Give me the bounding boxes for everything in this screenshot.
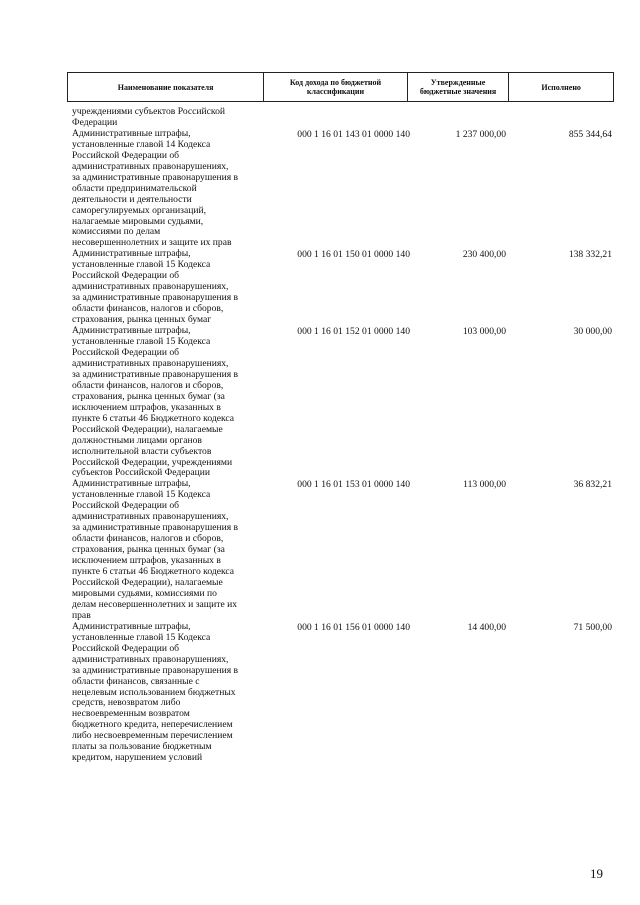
row-executed: 71 500,00: [573, 621, 612, 633]
table-row: [72, 479, 612, 621]
table-row: [72, 249, 612, 326]
row-approved: 230 400,00: [462, 249, 506, 261]
row-name: Административные штрафы, установленные главой 15 Кодекса Российской Федерации об административных правонарушениях, за административные правонарушения в области финансов, налогов и сборов, страхования, рынка ценных бумаг (за исключением штрафов, указанных в пункте 6 статьи 46 Бюджетного кодекса Российской Федерации), налагаемые должностными лицами органов исполнительной власти субъектов Российской Федерации, учреждениями субъектов Российской Федерации: [72, 325, 239, 479]
table-body: [72, 107, 612, 764]
row-approved: 1 237 000,00: [455, 128, 506, 140]
row-name: Административные штрафы, установленные главой 14 Кодекса Российской Федерации об административных правонарушениях, за административные правонарушения в области предпринимательской деятельности и деятельности саморегулируемых организаций, налагаемые мировыми судьями, комиссиями по делам несовершеннолетних и защите их прав: [72, 127, 239, 249]
row-executed: 138 332,21: [568, 249, 612, 261]
row-code: 000 1 16 01 152 01 0000 140: [297, 326, 410, 338]
row-approved: 14 400,00: [467, 621, 506, 633]
row-name: Административные штрафы, установленные главой 15 Кодекса Российской Федерации об административных правонарушениях, за административные правонарушения в области финансов, налогов и сборов, страхования, рынка ценных бумаг: [72, 248, 239, 326]
header-name: Наименование показателя: [68, 73, 264, 101]
table-row: [72, 129, 612, 249]
row-name: Административные штрафы, установленные главой 15 Кодекса Российской Федерации об административных правонарушениях, за административные правонарушения в области финансов, связанные с нецелевым использованием бюджетных средств, невозвратом либо несвоевременным возвратом бюджетного кредита, неперечислением либо несвоевременным перечислением платы за пользование бюджетным кредитом, нарушением условий: [72, 620, 239, 764]
row-executed: 36 832,21: [573, 479, 612, 491]
row-code: 000 1 16 01 150 01 0000 140: [297, 249, 410, 261]
row-executed: 855 344,64: [568, 128, 612, 140]
header-approved: Утвержденные бюджетные значения: [408, 73, 510, 101]
table-header: [67, 72, 614, 102]
row-approved: 103 000,00: [462, 326, 506, 338]
row-approved: 113 000,00: [463, 479, 506, 491]
table-row: [72, 326, 612, 479]
row-name: Административные штрафы, установленные главой 15 Кодекса Российской Федерации об административных правонарушениях, за административные правонарушения в области финансов, налогов и сборов, страхования, рынка ценных бумаг (за исключением штрафов, указанных в пункте 6 статьи 46 Бюджетного кодекса Российской Федерации), налагаемые мировыми судьями, комиссиями по делам несовершеннолетних и защите их прав: [72, 478, 239, 621]
row-code: 000 1 16 01 143 01 0000 140: [297, 128, 410, 140]
header-executed: Исполнено: [541, 82, 581, 92]
table-row: [72, 622, 612, 764]
row-executed: 30 000,00: [573, 326, 612, 338]
row-code: 000 1 16 01 153 01 0000 140: [297, 479, 410, 491]
page-number: 19: [590, 866, 603, 881]
header-code: Код дохода по бюджетной классификации: [264, 73, 407, 101]
continuation-text: учреждениями субъектов Российской Федерации: [72, 106, 225, 128]
row-code: 000 1 16 01 156 01 0000 140: [297, 621, 410, 633]
